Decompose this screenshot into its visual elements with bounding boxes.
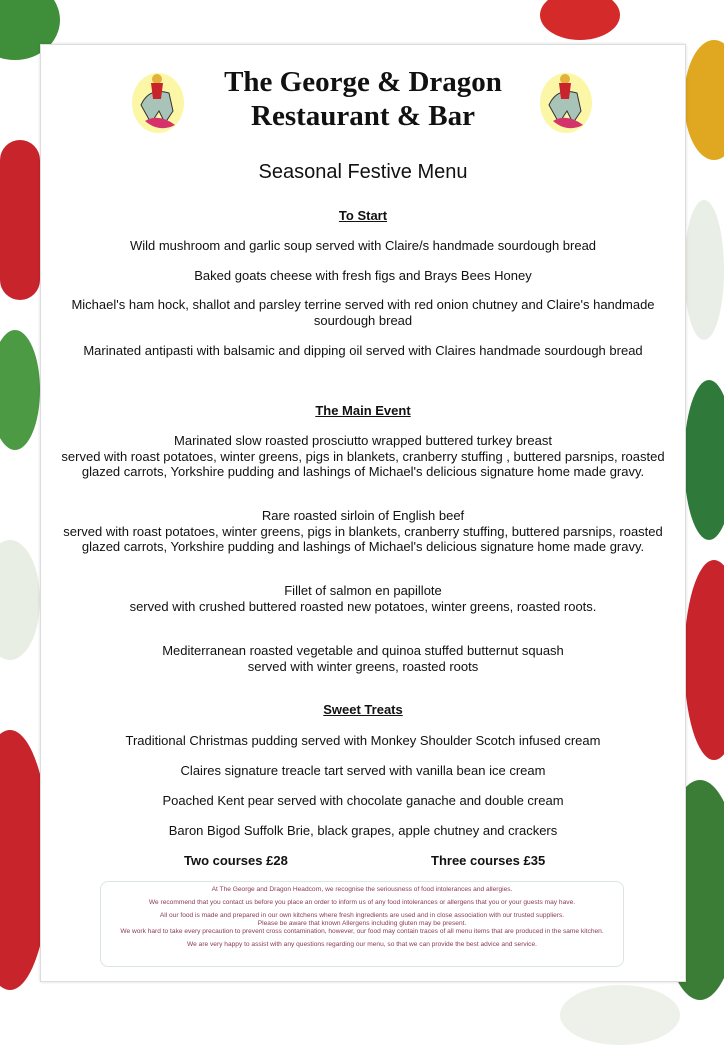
menu-item	[51, 643, 675, 674]
item-desc: served with roast potatoes, winter greens, pigs in blankets, cranberry stuffing , buttered parsnips, roasted glazed carrots, Yorkshire pudding and lashings of Michael's delicious signature home made gravy.	[61, 448, 665, 479]
menu-item	[51, 508, 675, 555]
menu-item: Poached Kent pear served with chocolate ganache and double cream	[162, 793, 564, 808]
menu-item: Traditional Christmas pudding served with Monkey Shoulder Scotch infused cream	[125, 733, 601, 748]
section-heading-sweet: Sweet Treats	[323, 702, 403, 717]
menu-item: Marinated antipasti with balsamic and dipping oil served with Claires handmade sourdough bread	[83, 343, 643, 358]
title-line: The George & Dragon	[224, 66, 502, 98]
menu-subtitle: Seasonal Festive Menu	[258, 161, 468, 183]
menu-item: Claires signature treacle tart served with vanilla bean ice cream	[180, 763, 546, 778]
notice-line: All our food is made and prepared in our own kitchens where fresh ingredients are used and in close association with our trusted suppliers.	[159, 912, 565, 919]
menu-page	[40, 44, 686, 982]
price-two-courses: Two courses £28	[184, 853, 288, 868]
menu-item: Baked goats cheese with fresh figs and Brays Bees Honey	[194, 268, 532, 283]
menu-item: Wild mushroom and garlic soup served with Claire/s handmade sourdough bread	[129, 238, 597, 253]
notice-line: Please be aware that known Allergens including gluten may be present.	[257, 920, 467, 927]
item-desc: served with crushed buttered roasted new potatoes, winter greens, roasted roots.	[129, 598, 597, 614]
notice-line: We recommend that you contact us before you place an order to inform us of any food intolerances or allergens that you or your guests may have.	[148, 899, 576, 906]
notice-line: We work hard to take every precaution to prevent cross contamination, however, our food may contain traces of all menu items that are produced in the same kitchen.	[120, 928, 604, 935]
menu-item: Baron Bigod Suffolk Brie, black grapes, apple chutney and crackers	[168, 823, 558, 838]
item-title: Marinated slow roasted prosciutto wrapped buttered turkey breast	[174, 433, 552, 448]
item-desc: served with roast potatoes, winter greens, pigs in blankets, cranberry stuffing, buttered parsnips, roasted glazed carrots, Yorkshire pudding and lashings of Michael's delicious signature home made gravy.	[63, 523, 663, 554]
section-heading-start: To Start	[338, 208, 388, 223]
price-three-courses: Three courses £35	[431, 853, 546, 868]
item-desc: served with winter greens, roasted roots	[247, 658, 479, 674]
menu-item: Michael's ham hock, shallot and parsley terrine served with red onion chutney and Claire's handmade sourdough bread	[71, 297, 655, 328]
title-line: Restaurant & Bar	[251, 100, 475, 132]
item-title: Mediterranean roasted vegetable and quinoa stuffed butternut squash	[162, 643, 564, 658]
allergy-notice	[100, 881, 624, 967]
item-title: Fillet of salmon en papillote	[284, 583, 442, 598]
notice-line: We are very happy to assist with any questions regarding our menu, so that we can provide the best advice and service.	[187, 941, 537, 948]
notice-line: At The George and Dragon Headcorn, we recognise the seriousness of food intolerances and allergies.	[211, 886, 513, 893]
section-heading-main: The Main Event	[315, 403, 411, 418]
restaurant-title	[41, 65, 685, 133]
menu-item	[51, 433, 675, 480]
item-title: Rare roasted sirloin of English beef	[261, 508, 465, 523]
menu-item	[51, 583, 675, 614]
